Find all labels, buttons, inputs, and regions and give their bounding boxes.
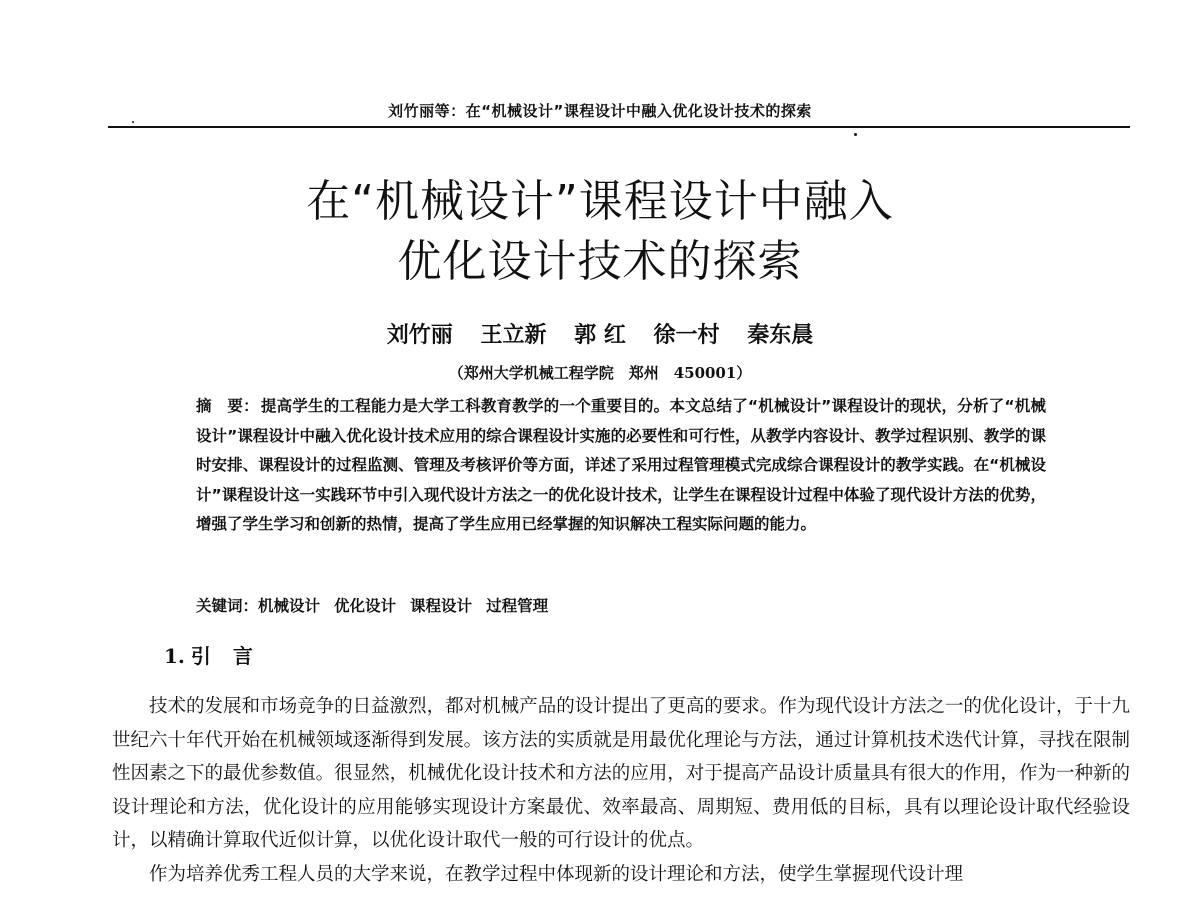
author-list [0,318,1200,349]
article-title [0,172,1200,292]
paragraph-2: 作为培养优秀工程人员的大学来说，在教学过程中体现新的设计理论和方法，使学生掌握现代设计理 [149,863,964,885]
affiliation: （郑州大学机械工程学院 郑州 450001） [448,364,752,382]
author-1: 刘竹丽 [386,322,453,348]
author-3: 郭 红 [574,322,626,348]
keyword-4: 过程管理 [486,597,549,615]
author-2: 王立新 [480,322,547,348]
body-text [112,690,1130,891]
keyword-2: 优化设计 [334,597,397,615]
keywords-label: 关键词： [196,597,259,615]
paragraph-1: 技术的发展和市场竞争的日益激烈，都对机械产品的设计提出了更高的要求。作为现代设计方法之一的优化设计，于十九世纪六十年代开始在机械领域逐渐得到发展。该方法的实质就是用最优化理论与方法，通过计算机技术迭代计算，寻找在限制性因素之下的最优参数值。很显然，机械优化设计技术和方法的应用，对于提高产品设计质量具有很大的作用，作为一种新的设计理论和方法，优化设计的应用能够实现设计方案最优、效率最高、周期短、费用低的目标，具有以理论设计取代经验设计，以精确计算取代近似计算，以优化设计取代一般的可行设计的优点。 [112,696,1130,851]
abstract [196,392,1046,540]
author-5: 秦东晨 [747,322,814,348]
section-title: 引言 [190,644,275,668]
keywords [196,594,1046,616]
header-rule [108,126,1130,128]
title-line-2: 优化设计技术的探索 [397,236,803,287]
running-header: 刘竹丽等：在“机械设计”课程设计中融入优化设计技术的探索 [388,102,812,120]
abstract-label: 摘 要： [196,397,259,415]
author-4: 徐一村 [653,322,720,348]
scan-speck [854,133,857,136]
keyword-3: 课程设计 [410,597,473,615]
title-line-1: 在“机械设计”课程设计中融入 [306,176,894,227]
section-heading [164,640,275,669]
section-number: 1. [164,644,185,668]
keyword-1: 机械设计 [258,597,321,615]
abstract-text: 提高学生的工程能力是大学工科教育教学的一个重要目的。本文总结了“机械设计”课程设计的现状，分析了“机械设计”课程设计中融入优化设计技术应用的综合课程设计实施的必要性和可行性，从教学内容设计、教学过程识别、教学的课时安排、课程设计的过程监测、管理及考核评价等方面，详述了采用过程管理模式完成综合课程设计的教学实践。在“机械设计”课程设计这一实践环节中引入现代设计方法之一的优化设计技术，让学生在课程设计过程中体验了现代设计方法的优势，增强了学生学习和创新的热情，提高了学生应用已经掌握的知识解决工程实际问题的能力。 [196,397,1046,533]
scan-speck [132,121,134,123]
